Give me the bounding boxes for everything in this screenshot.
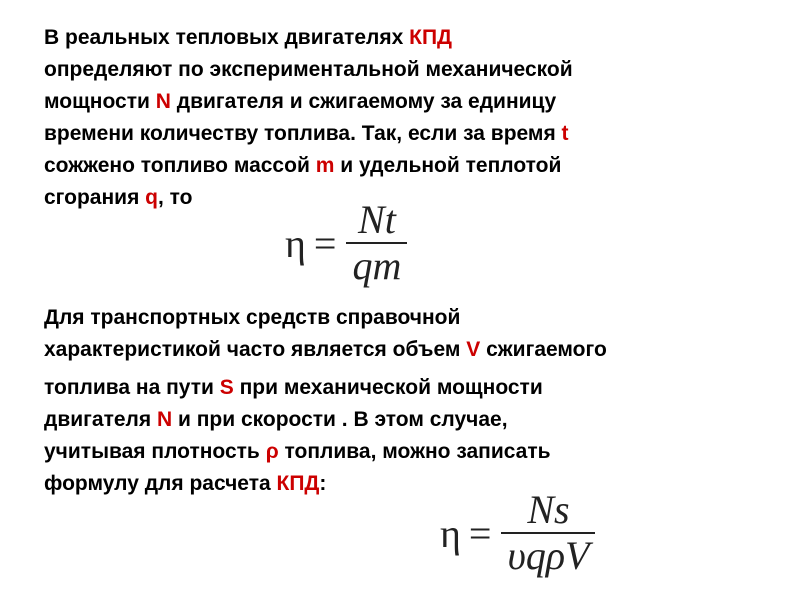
- formula-equals: =: [313, 220, 337, 266]
- text: двигателя и сжигаемому за единицу: [170, 90, 557, 113]
- formula-equals: =: [468, 510, 492, 556]
- text-line: [44, 302, 607, 334]
- text: времени количеству топлива. Так, если за время: [44, 122, 562, 145]
- variable-S: S: [219, 376, 234, 399]
- text: учитывая плотность: [44, 440, 266, 463]
- variable-q: q: [145, 186, 158, 209]
- variable-N: N: [156, 408, 173, 431]
- text: топлива, можно записать: [278, 440, 551, 463]
- text: сгорания: [44, 186, 146, 209]
- text: двигателя: [44, 408, 157, 431]
- formula-lhs: η: [440, 510, 461, 556]
- formula-denominator: qm: [352, 243, 402, 288]
- text-line: [44, 436, 607, 468]
- formula-numerator: Ns: [527, 487, 570, 532]
- formula-fraction: [346, 198, 407, 288]
- text-line: [44, 54, 573, 86]
- text-line: [44, 372, 607, 404]
- text: :: [319, 472, 327, 495]
- text: характеристикой часто является объем: [44, 338, 467, 361]
- text: , то: [158, 186, 193, 209]
- text: формулу для расчета: [44, 472, 277, 495]
- paragraph-efficiency-definition: [44, 22, 573, 214]
- text-line: [44, 86, 573, 118]
- text: при механической мощности: [233, 376, 543, 399]
- term-efficiency: КПД: [276, 472, 320, 495]
- text: мощности: [44, 90, 156, 113]
- text: топлива на пути: [44, 376, 220, 399]
- formula-fraction: [501, 488, 595, 578]
- formula-numerator: Nt: [358, 197, 396, 242]
- text-line: [44, 404, 607, 436]
- formula-efficiency-volume: [440, 488, 595, 578]
- text: Для транспортных средств справочной: [44, 306, 461, 329]
- text-line: [44, 22, 573, 54]
- variable-m: m: [315, 154, 335, 177]
- text: и при скорости . В этом случае,: [172, 408, 508, 431]
- text: сожжено топливо массой: [44, 154, 316, 177]
- text: В реальных тепловых двигателях: [44, 26, 410, 49]
- formula-denominator: υqρV: [507, 533, 590, 578]
- text: и удельной теплотой: [334, 154, 562, 177]
- formula-efficiency-mass: [285, 198, 407, 288]
- text: определяют по экспериментальной механической: [44, 58, 573, 81]
- term-efficiency: КПД: [409, 26, 452, 49]
- text-line: [44, 118, 573, 150]
- variable-t: t: [561, 122, 569, 145]
- text-line: [44, 334, 607, 366]
- variable-N: N: [155, 90, 171, 113]
- variable-rho: ρ: [265, 440, 279, 463]
- text-line: [44, 150, 573, 182]
- variable-V: V: [466, 338, 481, 361]
- formula-lhs: η: [285, 220, 306, 266]
- paragraph-vehicle-efficiency: [44, 302, 607, 500]
- text: сжигаемого: [480, 338, 607, 361]
